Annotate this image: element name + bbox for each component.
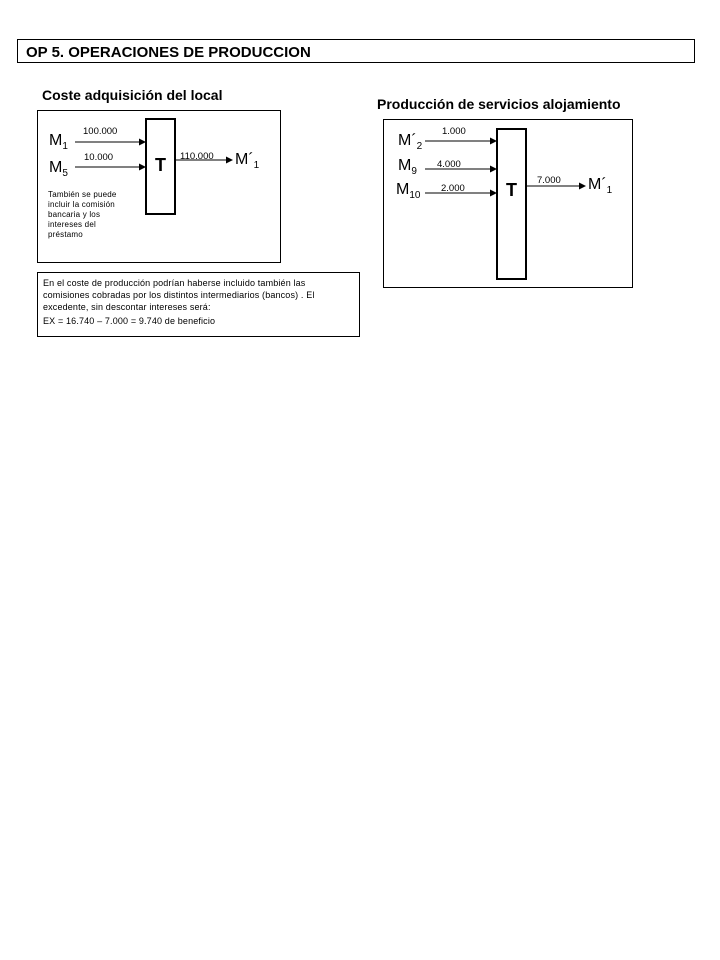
left-input-1-value: 100.000 xyxy=(83,126,118,137)
right-input-3-var: $M_{10}$ xyxy=(396,181,421,202)
right-output-value: 7.000 xyxy=(537,175,561,186)
left-output-var: $M´_1$ xyxy=(235,151,260,172)
right-input-2-var: $M_9$ xyxy=(398,157,417,178)
right-input-1-value: 1.000 xyxy=(442,126,466,137)
comment-paragraph: En el coste de producción podrían haberse incluido también las comisiones cobradas por los distintos intermediarios (bancos) . El excedente, sin descontar intereses será: xyxy=(43,278,315,312)
right-input-1-var: $M´_2$ xyxy=(398,132,423,153)
right-input-2-value: 4.000 xyxy=(437,159,461,170)
left-transform-label: T xyxy=(155,155,166,175)
left-diagram-title: Coste adquisición del local xyxy=(42,87,223,103)
right-transform-label: T xyxy=(506,180,517,200)
right-diagram-title: Producción de servicios alojamiento xyxy=(377,96,621,112)
page-title: OP 5. OPERACIONES DE PRODUCCION xyxy=(26,44,311,61)
left-input-2-var: $M_5$ xyxy=(49,159,68,180)
left-diagram-note: También se puede incluir la comisión bancaria y los intereses del préstamo xyxy=(48,190,117,239)
left-input-1-var: $M_1$ xyxy=(49,132,68,153)
right-input-3-value: 2.000 xyxy=(441,183,465,194)
left-output-value: 110.000 xyxy=(180,151,214,162)
left-input-2-value: 10.000 xyxy=(84,152,114,163)
comment-formula: EX = 16.740 – 7.000 = 9.740 de beneficio xyxy=(43,316,216,326)
right-output-var: $M´_1$ xyxy=(588,176,613,197)
